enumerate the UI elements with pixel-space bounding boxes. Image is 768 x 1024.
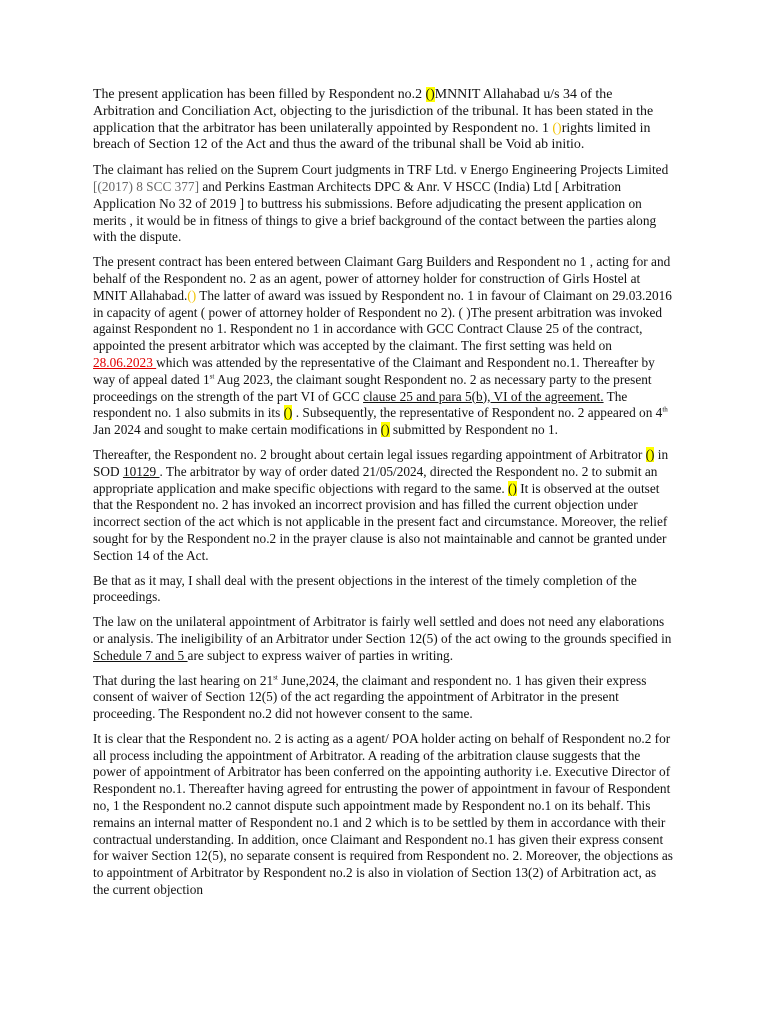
ordinal-suffix: st (209, 372, 215, 381)
p3-text-o: submitted by Respondent no 1. (389, 422, 558, 438)
p4-text-g: It is observed at the outset that the Respondent no. 2 has invoked an incorrect provision and has filled the current objection under incorrect section of the act which is not applicable in the present fact and circumstance. Moreover, the relief sought for by the Respondent no.2 in the prayer clause is also not maintainable and cannot be granted under Section 14 of the Act. (93, 480, 668, 563)
paragraph-5 (93, 573, 675, 607)
underlined-schedule: Schedule 7 and 5 (93, 647, 188, 663)
citation-grey: [(2017) 8 SCC 377] (93, 178, 200, 194)
ordinal-suffix: th (662, 405, 668, 414)
paragraph-7 (93, 673, 675, 723)
ordinal-suffix: st (273, 673, 278, 682)
underlined-sod-number: 10129 (122, 463, 160, 479)
paragraph-6 (93, 614, 675, 664)
p7-text-c: June,2024, the claimant and respondent no. 1 has given their express consent of waiver of Section 12(5) of the act regarding the appointment of Arbitrator in the present proceeding. The Respondent no.2 did not however consent to the same. (93, 672, 647, 722)
paragraph-1 (93, 87, 675, 154)
p1-text-e: rights limited in breach of Section 12 of the Act and thus the award of the tribunal shall be Void ab initio. (93, 120, 651, 153)
p3-text-k: . Subsequently, the representative of Respondent no. 2 appeared on 4 (292, 405, 663, 421)
p3-text-e: which was attended by the representative of the Claimant and Respondent no.1. Thereafter by way of appeal dated 1 (93, 354, 655, 387)
p8-text-a: It is clear that the Respondent no. 2 is acting as a agent/ POA holder acting on behalf of Respondent no.2 for all process including the appointment of Arbitrator. A reading of the arbitration clause suggests that the power of appointment of Arbitrator has been conferred on the appointing authority i.e. Executive Director of Respondent no.1. Thereafter having agreed for entrusting the power of appointment in favour of Respondent no, 1 the Respondent no.2 cannot dispute such appointment made by Respondent no.1 on its behalf. This remains an internal matter of Respondent no.1 and 2 which is to be settled by them in accordance with their contractual understanding. In addition, once Claimant and Respondent no.1 has given their express consent for waiver Section 12(5), no separate consent is required from Respondent no. 2. Moreover, the objections as to appointment of Arbitrator by Respondent no.2 is also in violation of Section 13(2) of Arbitration act, as the current objection (93, 730, 673, 898)
underlined-clause: clause 25 and para 5(b), VI of the agreement. (363, 388, 604, 404)
red-date: 28.06.2023 (93, 354, 157, 370)
yellow-placeholder: () (552, 120, 562, 136)
document-page (93, 87, 675, 907)
p4-text-a: Thereafter, the Respondent no. 2 brought about certain legal issues regarding appointment of Arbitrator (93, 446, 646, 462)
p6-text-c: are subject to express waiver of parties in writing. (187, 647, 454, 663)
p2-text-c: and Perkins Eastman Architects DPC & Anr. V HSCC (India) Ltd [ Arbitration Application No 32 of 2019 ] to buttress his submissions. Before adjudicating the present application on merits , it would be in fitness of things to give a brief background of the contact between the parties along with the dispute. (93, 178, 657, 245)
paragraph-2 (93, 162, 675, 246)
p3-text-m: Jan 2024 and sought to make certain modifications in (93, 422, 381, 438)
paragraph-8 (93, 731, 675, 899)
p3-text-g: Aug 2023, the claimant sought Respondent no. 2 as necessary party to the present proceedings on the strength of the part VI of GCC (93, 371, 652, 404)
p1-text-a: The present application has been filled by Respondent no.2 (93, 87, 426, 102)
highlighted-placeholder: () (380, 422, 390, 438)
paragraph-4 (93, 447, 675, 565)
yellow-placeholder: () (187, 287, 197, 303)
p2-text-a: The claimant has relied on the Suprem Court judgments in TRF Ltd. v Energo Engineering Projects Limited (93, 162, 669, 178)
p3-text-a: The present contract has been entered between Claimant Garg Builders and Respondent no 1 , acting for and behalf of the Respondent no. 2 as an agent, power of attorney holder for construction of Girls Hostel at MNIT Allahabad. (93, 254, 671, 303)
highlighted-placeholder: () (283, 405, 293, 421)
p6-text-a: The law on the unilateral appointment of Arbitrator is fairly well settled and does not need any elaborations or analysis. The ineligibility of an Arbitrator under Section 12(5) of the act owing to the grounds specified in (93, 614, 672, 646)
highlighted-placeholder: () (508, 480, 517, 496)
p7-text-a: That during the last hearing on 21 (93, 672, 274, 688)
paragraph-3 (93, 254, 675, 439)
p4-text-e: . The arbitrator by way of order dated 21/05/2024, directed the Respondent no. 2 to submit an appropriate application and make specific objections with regard to the same. (93, 463, 658, 496)
p3-text-i: The respondent no. 1 also submits in its (93, 388, 628, 421)
p4-text-c: in SOD (93, 446, 669, 479)
p1-text-c: MNNIT Allahabad u/s 34 of the Arbitration and Conciliation Act, objecting to the jurisdiction of the tribunal. It has been stated in the application that the arbitrator has been unilaterally appointed by Respondent no. 1 (93, 87, 654, 136)
p3-text-c: The latter of award was issued by Respondent no. 1 in favour of Claimant on 29.03.2016 in capacity of agent ( power of attorney holder of Respondent no 2). ( )The present arbitration was invoked against Respondent no 1. Respondent no 1 in accordance with GCC Contract Clause 25 of the contract, appointed the present arbitrator which was accepted by the claimant. The first setting was held on (93, 287, 672, 354)
highlighted-placeholder: () (645, 446, 655, 462)
highlighted-placeholder: () (425, 87, 435, 102)
p5-text-a: Be that as it may, I shall deal with the present objections in the interest of the timely completion of the proceedings. (93, 572, 637, 605)
